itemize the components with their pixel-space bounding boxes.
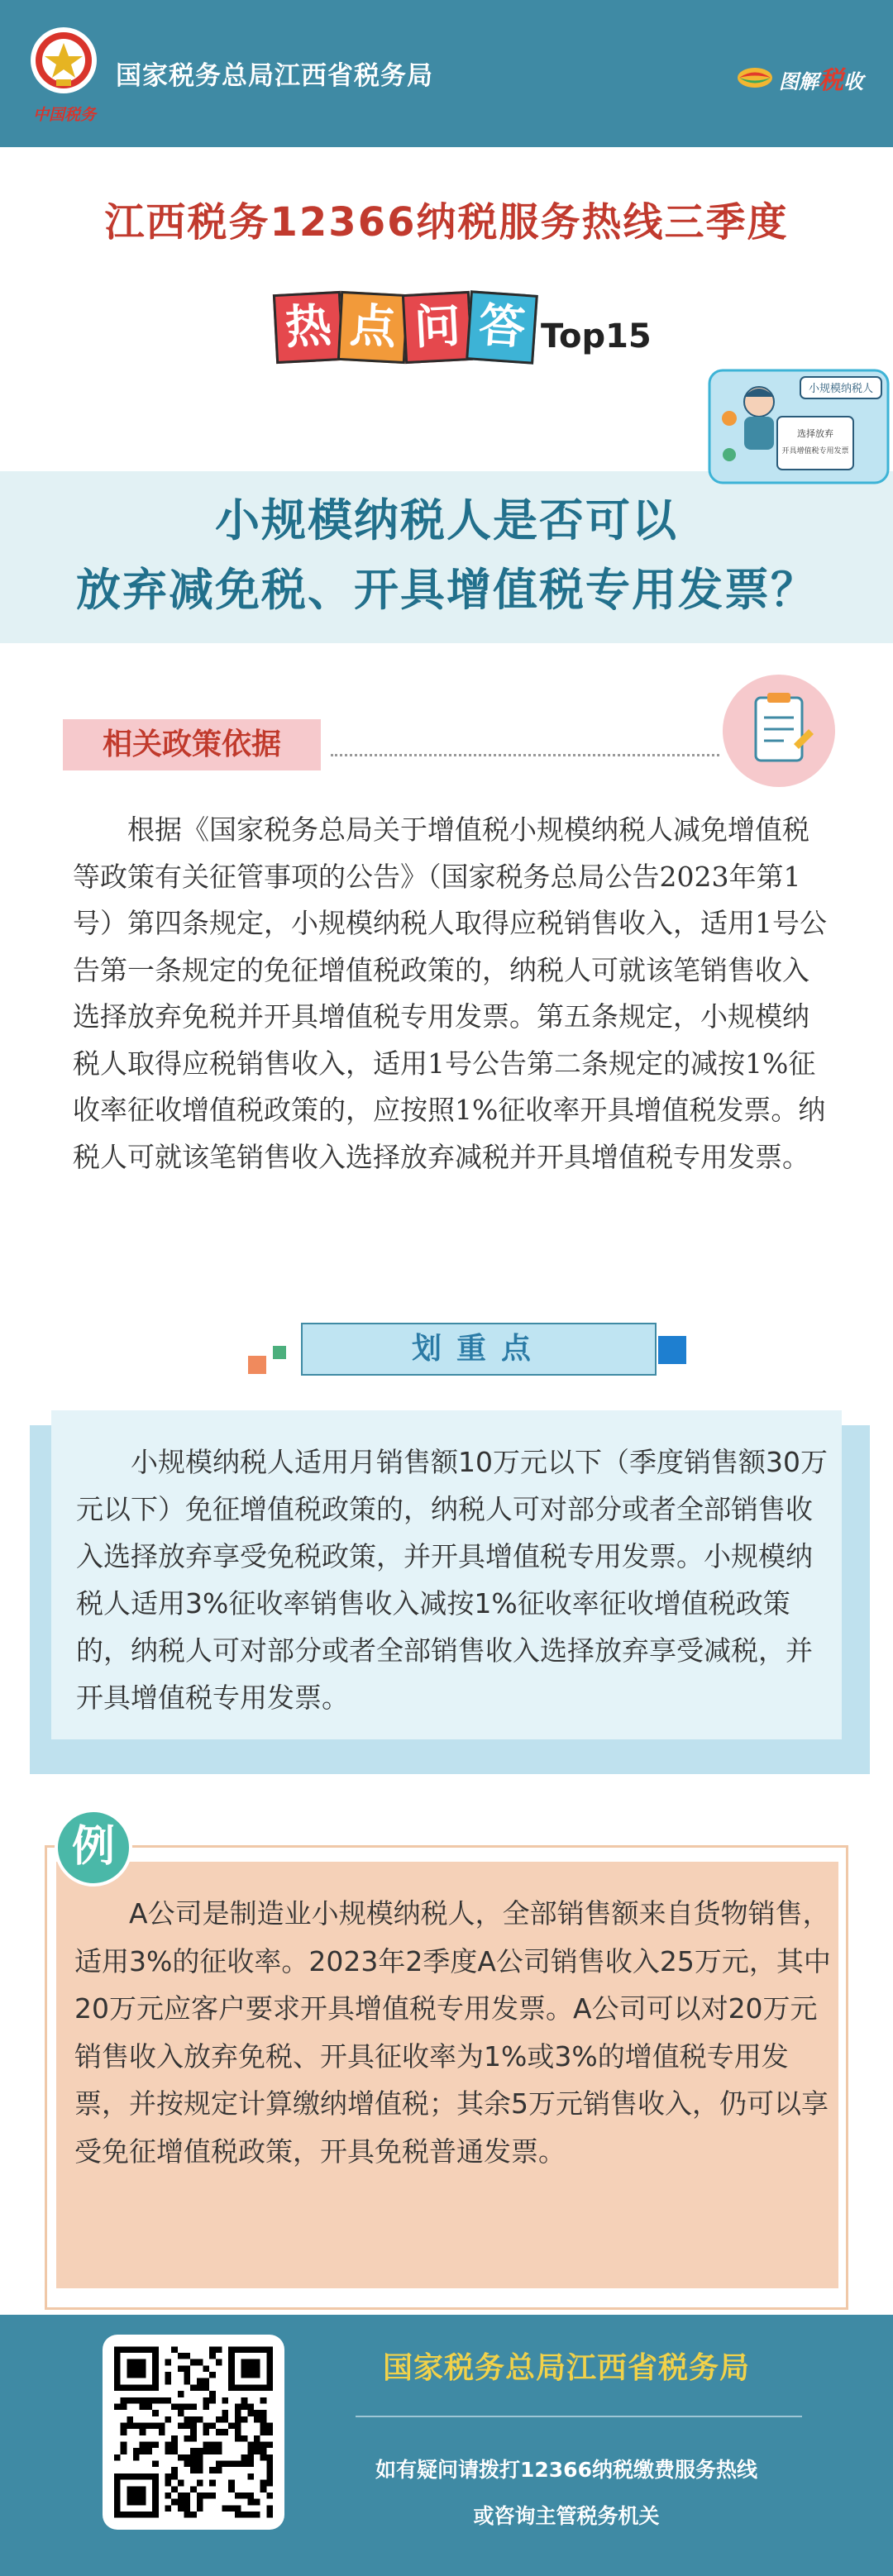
footer-note-line-2: 或咨询主管税务机关 [473,2504,660,2528]
example-paragraph: A公司是制造业小规模纳税人，全部销售额来自货物销售，适用3%的征收率。2023年2季度A公司销售收入25万元，其中20万元应客户要求开具增值税专用发票。A公司可以对20万元销售收入放弃免税、开具征收率为1%或3%的增值税专用发票，并按规定计算缴纳增值税；其余5万元销售收入，仍可以享受免征增值税政策，开具免税普通发票。 [74,1897,831,2168]
logo-emphasis: 税 [819,66,843,95]
example-badge: 例 [55,1809,132,1887]
footer-org: 国家税务总局江西省税务局 [382,2351,750,2385]
decor-square-green [273,1346,286,1359]
illu-card-line1: 选择放弃 [797,428,833,439]
footer-note [331,2447,802,2540]
highlight-paragraph: 小规模纳税人适用月销售额10万元以下（季度销售额30万元以下）免征增值税政策的，纳税人可对部分或者全部销售收入选择放弃享受免税政策，并开具增值税专用发票。小规模纳税人适用3%征收率销售收入减按1%征收率征收增值税政策的，纳税人可对部分或者全部销售收入选择放弃享受减税，并开具增值税专用发票。 [76,1446,828,1714]
tax-emblem-icon [28,25,99,96]
hot-char-4: 答 [466,290,538,365]
question-line-1: 小规模纳税人是否可以 [215,494,678,546]
hot-char-1: 热 [273,291,344,364]
policy-paragraph: 根据《国家税务总局关于增值税小规模纳税人减免增值税等政策有关征管事项的公告》（国家税务总局公告2023年第1号）第四条规定，小规模纳税人取得应税销售收入，适用1号公告第一条规定的免征增值税政策的，纳税人可就该笔销售收入选择放弃免税并开具增值税专用发票。第五条规定，小规模纳税人取得应税销售收入，适用1号公告第二条规定的减按1%征收率征收增值税政策的，应按照1%征收率开具增值税发票。纳税人可就该笔销售收入选择放弃减税并开具增值税专用发票。 [73,813,827,1173]
hot-char-3: 问 [402,291,473,364]
folded-ribbon-logo-icon [736,65,774,90]
decor-square-orange [248,1356,266,1374]
highlight-title: 划重点 [301,1323,657,1376]
main-heading: 江西税务12366纳税服务热线三季度 [104,199,789,246]
hot-qa-title [275,286,652,362]
illu-badge-text: 小规模纳税人 [808,383,874,395]
org-title: 国家税务总局江西省税务局 [116,61,433,91]
illu-card-line2: 开具增值税专用发票 [781,447,849,456]
question-title [0,486,893,625]
qr-code-icon[interactable] [114,2346,273,2518]
logo-text [779,60,863,96]
hot-char-2: 点 [337,291,408,364]
emblem-caption: 中国税务 [32,106,96,124]
clipboard-icon [721,673,837,789]
decor-square-blue [658,1336,686,1364]
taxpayer-illustration-icon [708,369,890,484]
logo-prefix: 图解 [779,70,819,93]
policy-basis-tag: 相关政策依据 [63,719,321,770]
logo-suffix: 收 [843,70,863,93]
tujie-shuishou-logo [736,60,863,96]
top15-label: Top15 [541,317,652,355]
question-line-2: 放弃减免税、开具增值税专用发票？ [76,564,817,616]
dotted-divider [331,754,719,756]
footer-divider [356,2416,802,2417]
footer-note-line-1: 如有疑问请拨打12366纳税缴费服务热线 [375,2458,757,2482]
